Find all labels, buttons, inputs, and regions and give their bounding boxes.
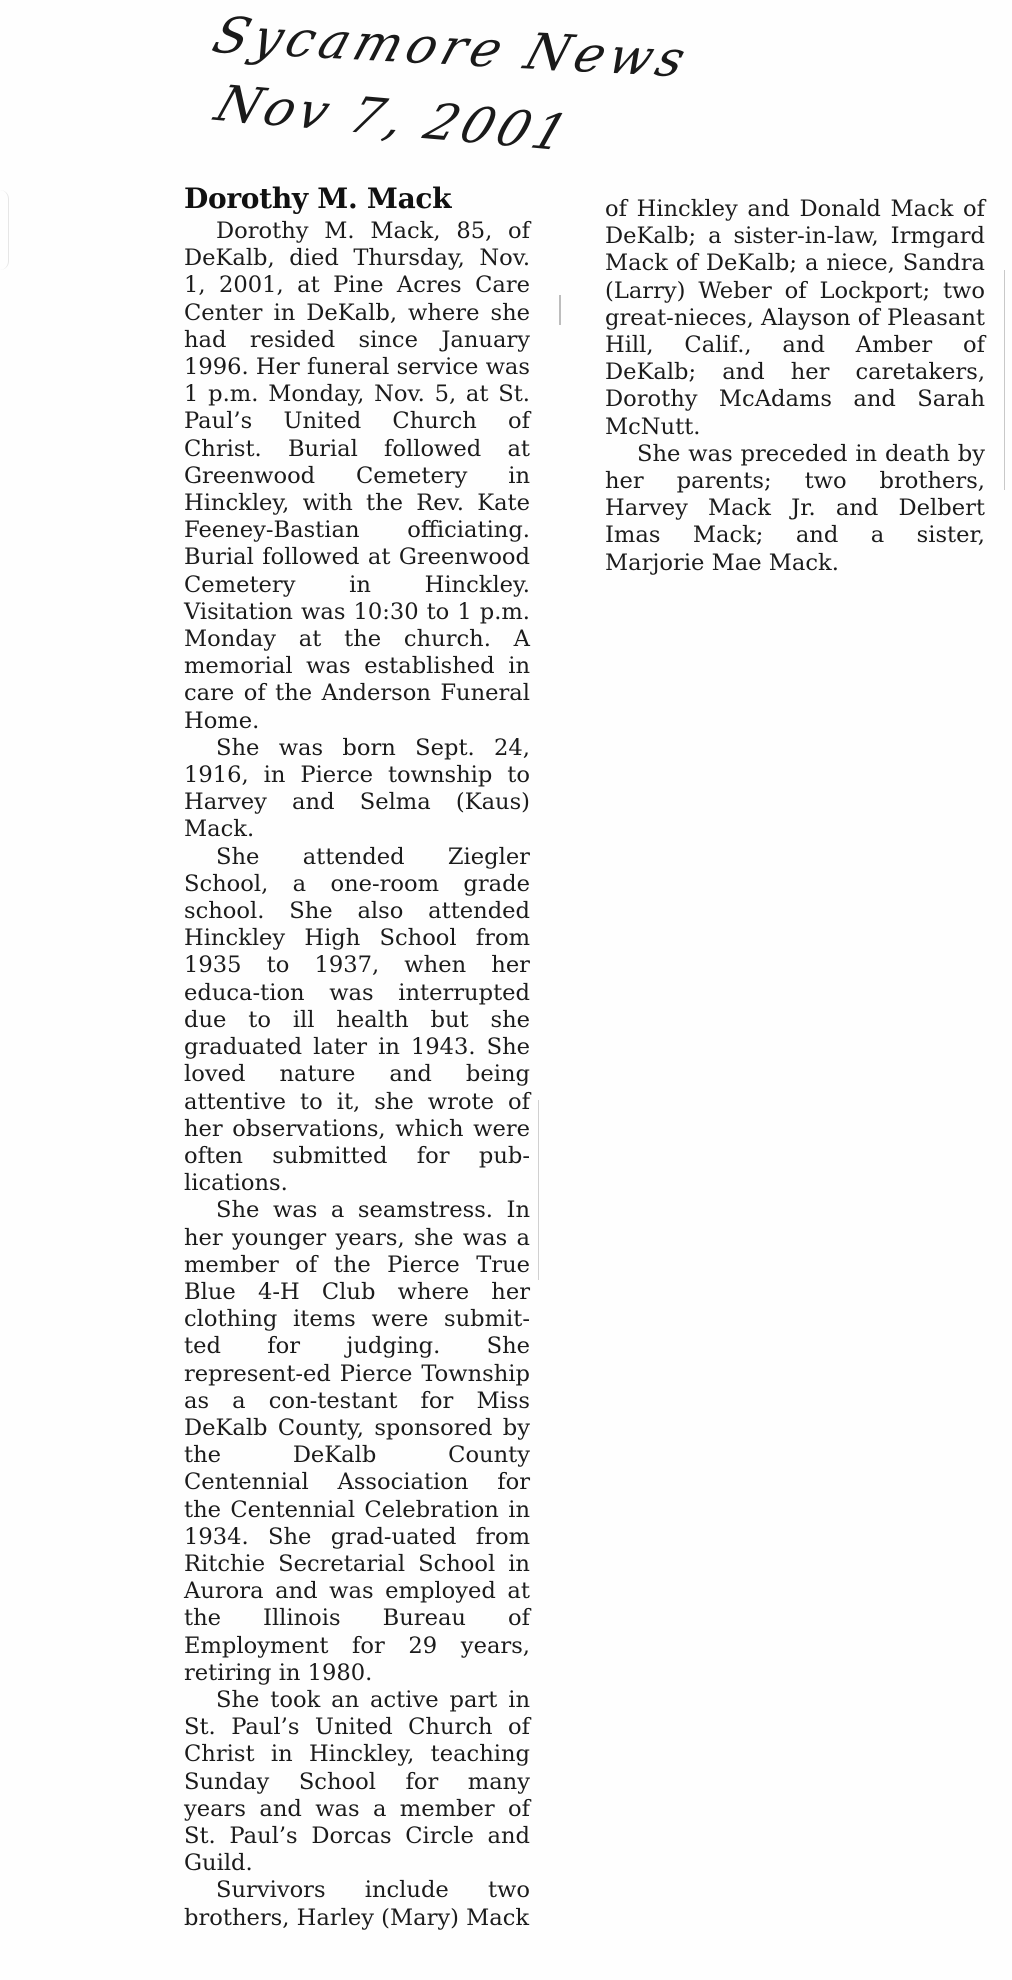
left-column — [184, 218, 530, 1932]
right-edge-line — [1004, 270, 1005, 490]
obituary-headline: Dorothy M. Mack — [184, 182, 452, 215]
paragraph-birth: She was born Sept. 24, 1916, in Pierce township to Harvey and Selma (Kaus) Mack. — [184, 734, 530, 843]
paragraph-death-notice: Dorothy M. Mack, 85, of DeKalb, died Thursday, Nov. 1, 2001, at Pine Acres Care Center in DeKalb, where she had resided since January 1996. Her funeral service was 1 p.m. Monday, Nov. 5, at St. Paul’s United Church of Christ. Burial followed at Greenwood Cemetery in Hinckley, with the Rev. Kate Feeney-Bastian officiating. Burial followed at Greenwood Cemetery in Hinckley. Visitation was 10:30 to 1 p.m. Monday at the church. A memorial was established in care of the Anderson Funeral Home. — [184, 218, 530, 734]
paragraph-survivors: Survivors include two brothers, Harley (Mary) Mack — [184, 1877, 530, 1931]
paragraph-preceded: She was preceded in death by her parents; two brothers, Harvey Mack Jr. and Delbert Imas Mack; and a sister, Marjorie Mae Mack. — [605, 440, 985, 576]
scan-edge-mark — [0, 190, 9, 270]
handwritten-source: Sycamore News — [206, 6, 698, 89]
paragraph-education: She attended Ziegler School, a one-room grade school. She also attended Hinckley High School from 1935 to 1937, when her educa-tion was interrupted due to ill health but she graduated later in 1943. She loved nature and being attentive to it, she wrote of her observations, which were often submitted for pub-lications. — [184, 843, 530, 1197]
column-divider-mark — [559, 295, 561, 325]
paragraph-survivors-continued: of Hinckley and Donald Mack of DeKalb; a sister-in-law, Irmgard Mack of DeKalb; a niece, Sandra (Larry) Weber of Lockport; two great-nieces, Alayson of Pleasant Hill, Calif., and Amber of DeKalb; and her caretakers, Dorothy McAdams and Sarah McNutt. — [605, 196, 985, 440]
paragraph-church: She took an active part in St. Paul’s United Church of Christ in Hinckley, teaching Sunday School for many years and was a member of St. Paul’s Dorcas Circle and Guild. — [184, 1686, 530, 1877]
paragraph-career: She was a seamstress. In her younger years, she was a member of the Pierce True Blue 4-H Club where her clothing items were submit-ted for judging. She represent-ed Pierce Township as a con-testant for Miss DeKalb County, sponsored by the DeKalb County Centennial Association for the Centennial Celebration in 1934. She grad-uated from Ritchie Secretarial School in Aurora and was employed at the Illinois Bureau of Employment for 29 years, retiring in 1980. — [184, 1197, 530, 1686]
right-column — [605, 196, 985, 577]
handwritten-date: Nov 7, 2001 — [208, 74, 580, 163]
column-divider-line — [538, 1100, 539, 1280]
